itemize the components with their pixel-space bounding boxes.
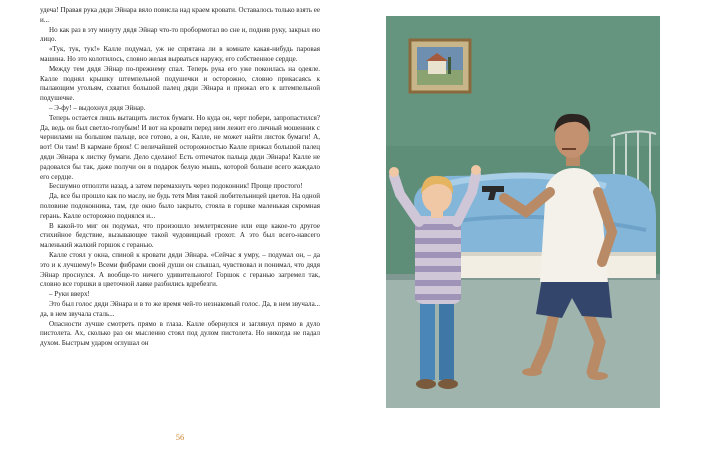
- paragraph: удеча! Правая рука дяди Эйнара вяло повисла над краем кровати. Оставалось только взять ее и...: [40, 6, 320, 24]
- paragraph: – Э-фу! – выдохнул дядя Эйнар.: [49, 103, 146, 112]
- paragraph: В какой-то миг он подумал, что произошло землетрясение или еще какое-то другое стихийное бедствие, вызывающее такой чудовищный грохот. А это был всего-навсего маленький жалкий горшок с геранью.: [40, 221, 320, 250]
- text-column: [40, 6, 320, 349]
- wall-picture: [410, 40, 470, 92]
- paragraph: Опасности лучше смотреть прямо в глаза. Калле обернулся и заглянул прямо в дуло пистолета. Ах, сколько раз он мысленно стоял под дулом пистолета. Но никогда не падал духом. Быстрым ударом оглушал он: [40, 319, 320, 348]
- paragraph: – Руки вверх!: [49, 290, 90, 299]
- paragraph: Да, все бы прошло как по маслу, не будь тетя Мия такой любительницей цветов. На одной половине подоконника, там, где окно было закрыто, стояла в горшке маленькая скромная герань. Калле осторожно поднялся и...: [40, 192, 321, 220]
- illustration-boy-and-man-with-pistol: [386, 16, 660, 408]
- paragraph: Но как раз в эту минуту дядя Эйнар что-то пробормотал во сне и, подняв руку, закрыл ею лицо.: [40, 25, 320, 44]
- left-page: [40, 6, 320, 446]
- paragraph: Калле стоял у окна, спиной к кровати дяди Эйнара. «Сейчас я умру, – подумал он, – да это и к лучшему!» Всеми фибрами своей души он слышал, чувствовал и понимал, что дядя Эйнар проснулся. А вообще-то ничего удивительного! Горшок с геранью загремел так, словно все горшки в цветочной лавке разбились вдребезги.: [40, 250, 320, 289]
- page-number: 56: [175, 432, 185, 442]
- paragraph: Это был голос дяди Эйнара и в то же время чей-то незнакомый голос. Да, в нем звучала... да, в нем звучала сталь...: [40, 299, 320, 318]
- paragraph: Теперь остается лишь вытащить листок бумаги. Но куда он, черт побери, запропастился? Да, ведь он был светло-голубым! И вот на кровати перед ним лежит его личный мошенник с чернилами на большом пальце, все готово, а он, Калле, не может найти листок бумаги! А, вот! Он там! В кармане брюк! С величайшей осторожностью Калле прижал большой палец дяди Эйнара к листку бумаги. Дело сделано! Есть отпечаток пальца дяди Эйнара! Калле не радовался бы так, даже получи он в подарок белую мышь, которой больше всего жаждало его сердце.: [40, 113, 320, 181]
- paragraph: Между тем дядя Эйнар по-прежнему спал. Теперь рука его уже покоилась на одеяле. Калле поднял крышку штемпельной подушечки и осторожно, словно прикасаясь к пылающим угольям, схватил большой палец дяди Эйнара и прижал его к штемпельной подушечке.: [40, 64, 320, 103]
- paragraph: Бесшумно отползти назад, а затем перемахнуть через подоконник! Проще простого!: [49, 182, 303, 191]
- paragraph: «Тук, тук, тук!» Калле подумал, уж не спрятана ли в комнате какая-нибудь паровая машина. Но это колотилось, словно желая вырваться наружу, его собственное сердце.: [40, 45, 320, 63]
- right-page: [386, 16, 660, 408]
